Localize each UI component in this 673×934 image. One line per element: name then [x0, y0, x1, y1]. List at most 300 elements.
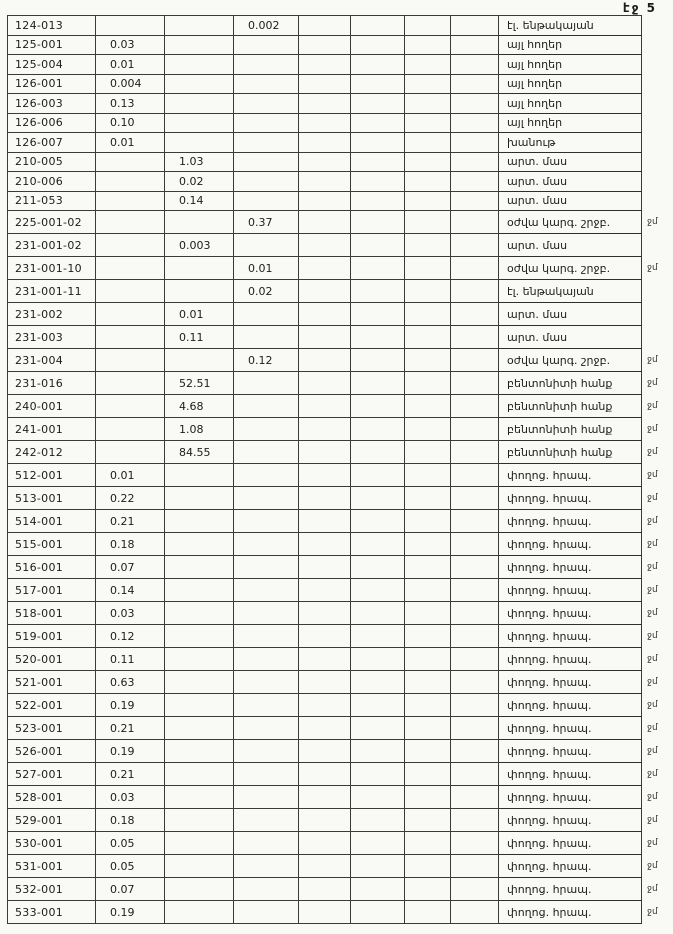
table-row: [8, 878, 670, 901]
empty-cell: [451, 152, 499, 172]
table-row: [8, 648, 670, 671]
empty-cell: [451, 303, 499, 326]
empty-cell: [351, 809, 405, 832]
margin-note: [642, 16, 670, 36]
value-col2-cell: [165, 280, 234, 303]
empty-cell: [405, 533, 451, 556]
table-row: [8, 786, 670, 809]
margin-note: ջմ: [647, 585, 658, 595]
label-cell: օժվա կարգ. շրջբ.: [499, 349, 642, 372]
empty-cell: [299, 113, 351, 133]
code-cell: 126-007: [8, 133, 96, 153]
margin-note: ջմ: [647, 355, 658, 365]
empty-cell: [299, 786, 351, 809]
empty-cell: [351, 35, 405, 55]
value-col3-cell: [234, 464, 299, 487]
code-cell: 126-001: [8, 74, 96, 94]
margin-note: ջմ: [647, 493, 658, 503]
value-col3-cell: [234, 786, 299, 809]
value-col1-cell: 0.11: [96, 648, 165, 671]
empty-cell: [405, 211, 451, 234]
value-col3-cell: [234, 694, 299, 717]
empty-cell: [351, 901, 405, 924]
value-col2-cell: [165, 16, 234, 36]
value-col3-cell: [234, 172, 299, 192]
value-col3-cell: [234, 326, 299, 349]
value-col2-cell: [165, 533, 234, 556]
table-body: [8, 16, 670, 924]
empty-cell: [451, 625, 499, 648]
empty-cell: [405, 602, 451, 625]
value-col3-cell: [234, 395, 299, 418]
code-cell: 125-001: [8, 35, 96, 55]
empty-cell: [451, 16, 499, 36]
value-col1-cell: [96, 257, 165, 280]
value-col3-cell: [234, 855, 299, 878]
empty-cell: [405, 191, 451, 211]
value-col2-cell: [165, 257, 234, 280]
empty-cell: [299, 16, 351, 36]
value-col2-cell: [165, 487, 234, 510]
value-col3-cell: [234, 556, 299, 579]
label-cell: փողոց. հրապ.: [499, 717, 642, 740]
empty-cell: [451, 55, 499, 75]
empty-cell: [299, 55, 351, 75]
empty-cell: [405, 395, 451, 418]
table-grid: [7, 15, 670, 924]
value-col3-cell: [234, 133, 299, 153]
value-col1-cell: [96, 372, 165, 395]
empty-cell: [351, 855, 405, 878]
empty-cell: [351, 191, 405, 211]
margin-note: [642, 152, 670, 172]
value-col3-cell: 0.37: [234, 211, 299, 234]
margin-note: [642, 326, 670, 349]
empty-cell: [405, 763, 451, 786]
label-cell: բենտոնիտի հանք: [499, 395, 642, 418]
value-col1-cell: 0.10: [96, 113, 165, 133]
empty-cell: [299, 441, 351, 464]
empty-cell: [451, 113, 499, 133]
empty-cell: [405, 349, 451, 372]
value-col2-cell: [165, 211, 234, 234]
code-cell: 126-003: [8, 94, 96, 114]
value-col2-cell: 1.03: [165, 152, 234, 172]
value-col1-cell: 0.18: [96, 809, 165, 832]
empty-cell: [405, 625, 451, 648]
label-cell: փողոց. հրապ.: [499, 487, 642, 510]
table-row: [8, 372, 670, 395]
empty-cell: [299, 878, 351, 901]
empty-cell: [351, 55, 405, 75]
value-col3-cell: [234, 418, 299, 441]
value-col1-cell: [96, 349, 165, 372]
empty-cell: [351, 763, 405, 786]
value-col3-cell: 0.12: [234, 349, 299, 372]
margin-note: [642, 172, 670, 192]
value-col2-cell: [165, 602, 234, 625]
margin-note: ջմ: [647, 815, 658, 825]
empty-cell: [451, 280, 499, 303]
empty-cell: [405, 133, 451, 153]
empty-cell: [451, 211, 499, 234]
table-row: [8, 510, 670, 533]
code-cell: 231-002: [8, 303, 96, 326]
margin-note: ջմ: [647, 792, 658, 802]
value-col1-cell: 0.004: [96, 74, 165, 94]
empty-cell: [451, 579, 499, 602]
value-col2-cell: [165, 832, 234, 855]
empty-cell: [451, 671, 499, 694]
code-cell: 231-016: [8, 372, 96, 395]
empty-cell: [405, 855, 451, 878]
empty-cell: [451, 717, 499, 740]
table-row: [8, 303, 670, 326]
value-col1-cell: [96, 16, 165, 36]
label-cell: փողոց. հրապ.: [499, 809, 642, 832]
empty-cell: [451, 602, 499, 625]
margin-note: [642, 234, 670, 257]
code-cell: 527-001: [8, 763, 96, 786]
value-col2-cell: [165, 763, 234, 786]
code-cell: 526-001: [8, 740, 96, 763]
empty-cell: [451, 234, 499, 257]
code-cell: 242-012: [8, 441, 96, 464]
value-col1-cell: [96, 441, 165, 464]
margin-note: ջմ: [647, 217, 658, 227]
value-col1-cell: 0.21: [96, 510, 165, 533]
empty-cell: [299, 372, 351, 395]
empty-cell: [451, 94, 499, 114]
table-row: [8, 464, 670, 487]
value-col1-cell: [96, 152, 165, 172]
label-cell: այլ հողեր: [499, 94, 642, 114]
empty-cell: [299, 234, 351, 257]
label-cell: բենտոնիտի հանք: [499, 441, 642, 464]
margin-note: ջմ: [647, 378, 658, 388]
empty-cell: [351, 349, 405, 372]
empty-cell: [405, 694, 451, 717]
value-col1-cell: 0.03: [96, 35, 165, 55]
value-col2-cell: [165, 464, 234, 487]
code-cell: 519-001: [8, 625, 96, 648]
label-cell: արտ. մաս: [499, 326, 642, 349]
empty-cell: [351, 211, 405, 234]
value-col1-cell: 0.12: [96, 625, 165, 648]
value-col3-cell: [234, 671, 299, 694]
label-cell: արտ. մաս: [499, 172, 642, 192]
value-col3-cell: [234, 441, 299, 464]
value-col2-cell: [165, 510, 234, 533]
value-col2-cell: [165, 133, 234, 153]
value-col2-cell: [165, 855, 234, 878]
code-cell: 231-001-10: [8, 257, 96, 280]
label-cell: այլ հողեր: [499, 55, 642, 75]
empty-cell: [405, 579, 451, 602]
value-col1-cell: 0.13: [96, 94, 165, 114]
label-cell: փողոց. հրապ.: [499, 740, 642, 763]
empty-cell: [351, 133, 405, 153]
margin-note: ջմ: [647, 562, 658, 572]
empty-cell: [351, 625, 405, 648]
empty-cell: [299, 694, 351, 717]
code-cell: 231-004: [8, 349, 96, 372]
empty-cell: [299, 349, 351, 372]
margin-note: ջմ: [647, 263, 658, 273]
table-row: [8, 211, 670, 234]
value-col3-cell: [234, 510, 299, 533]
margin-note: ջմ: [647, 723, 658, 733]
value-col2-cell: [165, 809, 234, 832]
code-cell: 521-001: [8, 671, 96, 694]
empty-cell: [351, 671, 405, 694]
value-col2-cell: 0.14: [165, 191, 234, 211]
code-cell: 512-001: [8, 464, 96, 487]
value-col1-cell: 0.19: [96, 740, 165, 763]
empty-cell: [451, 648, 499, 671]
label-cell: փողոց. հրապ.: [499, 464, 642, 487]
value-col3-cell: [234, 152, 299, 172]
margin-note: [642, 113, 670, 133]
margin-note: [642, 94, 670, 114]
empty-cell: [405, 372, 451, 395]
value-col1-cell: [96, 211, 165, 234]
empty-cell: [351, 280, 405, 303]
value-col2-cell: 0.003: [165, 234, 234, 257]
table-row: [8, 94, 670, 114]
empty-cell: [451, 464, 499, 487]
empty-cell: [451, 191, 499, 211]
label-cell: արտ. մաս: [499, 191, 642, 211]
value-col3-cell: [234, 372, 299, 395]
value-col3-cell: [234, 55, 299, 75]
empty-cell: [405, 901, 451, 924]
value-col3-cell: [234, 487, 299, 510]
empty-cell: [451, 372, 499, 395]
code-cell: 211-053: [8, 191, 96, 211]
empty-cell: [451, 441, 499, 464]
code-cell: 126-006: [8, 113, 96, 133]
value-col1-cell: 0.07: [96, 556, 165, 579]
label-cell: փողոց. հրապ.: [499, 510, 642, 533]
value-col1-cell: 0.05: [96, 855, 165, 878]
margin-note: ջմ: [647, 907, 658, 917]
code-cell: 513-001: [8, 487, 96, 510]
margin-note: ջմ: [647, 516, 658, 526]
empty-cell: [405, 786, 451, 809]
code-cell: 210-006: [8, 172, 96, 192]
value-col2-cell: [165, 35, 234, 55]
label-cell: օժվա կարգ. շրջբ.: [499, 211, 642, 234]
margin-note: [642, 191, 670, 211]
value-col1-cell: 0.18: [96, 533, 165, 556]
empty-cell: [405, 418, 451, 441]
empty-cell: [299, 556, 351, 579]
table-row: [8, 133, 670, 153]
empty-cell: [405, 671, 451, 694]
code-cell: 231-003: [8, 326, 96, 349]
value-col3-cell: [234, 579, 299, 602]
label-cell: էլ. ենթակայան: [499, 16, 642, 36]
value-col2-cell: [165, 625, 234, 648]
empty-cell: [451, 510, 499, 533]
value-col1-cell: 0.19: [96, 901, 165, 924]
empty-cell: [351, 694, 405, 717]
empty-cell: [299, 717, 351, 740]
table-row: [8, 441, 670, 464]
empty-cell: [351, 395, 405, 418]
empty-cell: [351, 533, 405, 556]
empty-cell: [299, 418, 351, 441]
code-cell: 516-001: [8, 556, 96, 579]
empty-cell: [451, 855, 499, 878]
value-col2-cell: [165, 878, 234, 901]
margin-note: ջմ: [647, 746, 658, 756]
empty-cell: [405, 16, 451, 36]
label-cell: փողոց. հրապ.: [499, 832, 642, 855]
code-cell: 125-004: [8, 55, 96, 75]
label-cell: փողոց. հրապ.: [499, 878, 642, 901]
value-col1-cell: 0.01: [96, 464, 165, 487]
empty-cell: [299, 533, 351, 556]
table-row: [8, 16, 670, 36]
table-row: [8, 602, 670, 625]
value-col3-cell: [234, 625, 299, 648]
code-cell: 523-001: [8, 717, 96, 740]
value-col2-cell: [165, 74, 234, 94]
empty-cell: [299, 809, 351, 832]
margin-note: ջմ: [647, 884, 658, 894]
empty-cell: [405, 556, 451, 579]
empty-cell: [299, 280, 351, 303]
empty-cell: [351, 16, 405, 36]
value-col2-cell: [165, 671, 234, 694]
empty-cell: [299, 487, 351, 510]
empty-cell: [405, 487, 451, 510]
label-cell: այլ հողեր: [499, 113, 642, 133]
value-col1-cell: [96, 395, 165, 418]
margin-note: ջմ: [647, 838, 658, 848]
value-col1-cell: 0.21: [96, 717, 165, 740]
empty-cell: [299, 395, 351, 418]
table-row: [8, 395, 670, 418]
value-col1-cell: [96, 191, 165, 211]
empty-cell: [451, 832, 499, 855]
empty-cell: [351, 113, 405, 133]
value-col2-cell: [165, 648, 234, 671]
empty-cell: [351, 74, 405, 94]
margin-note: ջմ: [647, 631, 658, 641]
empty-cell: [451, 418, 499, 441]
empty-cell: [451, 763, 499, 786]
empty-cell: [451, 786, 499, 809]
empty-cell: [299, 35, 351, 55]
code-cell: 231-001-02: [8, 234, 96, 257]
value-col2-cell: [165, 717, 234, 740]
value-col3-cell: [234, 35, 299, 55]
value-col3-cell: [234, 717, 299, 740]
value-col2-cell: 0.02: [165, 172, 234, 192]
empty-cell: [405, 303, 451, 326]
margin-note: ջմ: [647, 424, 658, 434]
empty-cell: [351, 234, 405, 257]
code-cell: 533-001: [8, 901, 96, 924]
label-cell: փողոց. հրապ.: [499, 556, 642, 579]
table-row: [8, 35, 670, 55]
table-row: [8, 349, 670, 372]
label-cell: փողոց. հրապ.: [499, 579, 642, 602]
value-col1-cell: 0.14: [96, 579, 165, 602]
label-cell: փողոց. հրապ.: [499, 763, 642, 786]
empty-cell: [299, 133, 351, 153]
value-col2-cell: 4.68: [165, 395, 234, 418]
value-col2-cell: [165, 94, 234, 114]
value-col3-cell: [234, 832, 299, 855]
empty-cell: [299, 602, 351, 625]
empty-cell: [405, 280, 451, 303]
table-row: [8, 152, 670, 172]
empty-cell: [451, 487, 499, 510]
value-col1-cell: 0.63: [96, 671, 165, 694]
empty-cell: [451, 133, 499, 153]
code-cell: 529-001: [8, 809, 96, 832]
empty-cell: [451, 35, 499, 55]
value-col1-cell: [96, 172, 165, 192]
empty-cell: [451, 172, 499, 192]
empty-cell: [351, 94, 405, 114]
empty-cell: [351, 152, 405, 172]
margin-note: ջմ: [647, 677, 658, 687]
table-row: [8, 172, 670, 192]
empty-cell: [299, 763, 351, 786]
empty-cell: [405, 152, 451, 172]
value-col3-cell: [234, 191, 299, 211]
label-cell: խանութ: [499, 133, 642, 153]
margin-note: ջմ: [647, 861, 658, 871]
empty-cell: [405, 257, 451, 280]
value-col3-cell: [234, 763, 299, 786]
land-parcel-table: [7, 15, 670, 924]
label-cell: արտ. մաս: [499, 152, 642, 172]
label-cell: բենտոնիտի հանք: [499, 372, 642, 395]
margin-note: ջմ: [647, 654, 658, 664]
value-col3-cell: [234, 809, 299, 832]
label-cell: փողոց. հրապ.: [499, 855, 642, 878]
table-row: [8, 55, 670, 75]
code-cell: 231-001-11: [8, 280, 96, 303]
value-col2-cell: [165, 556, 234, 579]
empty-cell: [351, 740, 405, 763]
margin-note: ջմ: [647, 769, 658, 779]
page-number: էջ 5: [622, 1, 657, 15]
empty-cell: [405, 55, 451, 75]
value-col2-cell: [165, 694, 234, 717]
value-col1-cell: [96, 303, 165, 326]
value-col1-cell: [96, 418, 165, 441]
empty-cell: [405, 74, 451, 94]
value-col2-cell: 1.08: [165, 418, 234, 441]
empty-cell: [405, 172, 451, 192]
table-row: [8, 326, 670, 349]
value-col2-cell: 84.55: [165, 441, 234, 464]
empty-cell: [351, 786, 405, 809]
table-row: [8, 234, 670, 257]
value-col1-cell: [96, 326, 165, 349]
label-cell: փողոց. հրապ.: [499, 671, 642, 694]
empty-cell: [451, 740, 499, 763]
value-col1-cell: [96, 234, 165, 257]
empty-cell: [451, 901, 499, 924]
